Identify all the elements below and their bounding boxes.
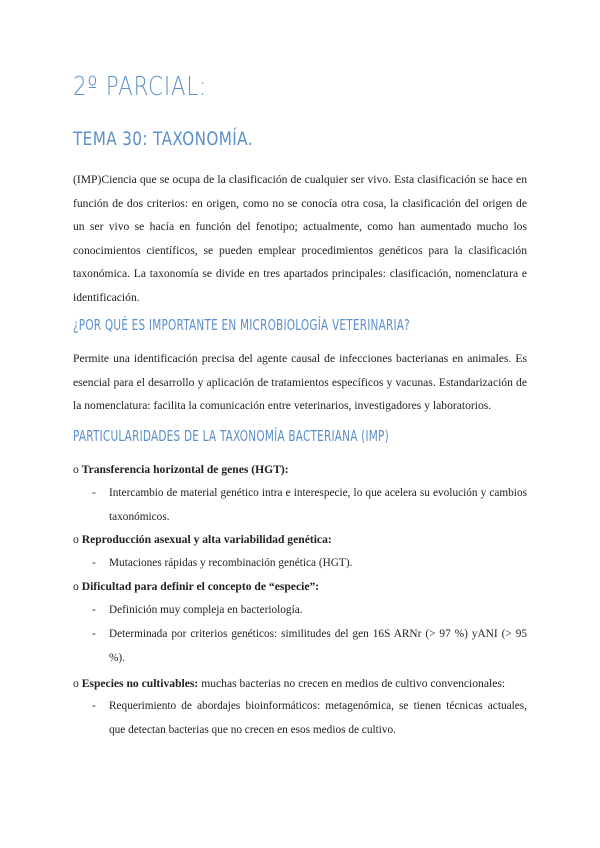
feature-title: Dificultad para definir el concepto de “especie”:	[81, 580, 320, 593]
feature-item-species	[73, 575, 533, 599]
dash-marker: -	[92, 487, 96, 499]
sub-item	[92, 599, 527, 623]
bullet-marker: o	[73, 533, 79, 546]
sub-item-text: Definición muy compleja en bacteriología.	[109, 604, 303, 616]
bullet-marker: o	[73, 580, 79, 593]
sub-item	[92, 623, 527, 670]
feature-item-hgt	[73, 458, 533, 482]
feature-item-reproduction	[73, 528, 533, 552]
dash-marker: -	[92, 557, 96, 569]
importance-paragraph: Permite una identificación precisa del agente causal de infecciones bacterianas en animales. Es esencial para el desarrollo y aplicación de tratamientos específicos y vacunas. Estandarización de la nomenclatura: facilita la comunicación entre veterinarios, investigadores y laboratorios.	[73, 352, 527, 412]
page-title: 2º PARCIAL:	[73, 72, 208, 102]
sub-item	[92, 695, 527, 742]
feature-item-uncultivable	[73, 672, 533, 696]
sub-item	[92, 482, 527, 529]
dash-marker: -	[92, 604, 96, 616]
features-heading: PARTICULARIDADES DE LA TAXONOMÍA BACTERIANA (IMP)	[73, 427, 389, 445]
feature-tail: muchas bacterias no crecen en medios de cultivo convencionales:	[198, 677, 506, 690]
sub-item-text: Mutaciones rápidas y recombinación genética (HGT).	[109, 557, 353, 569]
importance-heading: ¿POR QUÉ ES IMPORTANTE EN MICROBIOLOGÍA VETERINARIA?	[73, 316, 410, 334]
sub-item-text: Determinada por criterios genéticos: similitudes del gen 16S ARNr (> 97 %) yANI (> 95 %).	[109, 628, 527, 664]
dash-marker: -	[92, 700, 96, 712]
section-heading: TEMA 30: TAXONOMÍA.	[73, 128, 253, 150]
dash-marker: -	[92, 628, 96, 640]
sub-item-text: Intercambio de material genético intra e interespecie, lo que acelera su evolución y cambios taxonómicos.	[109, 487, 527, 523]
sub-item	[92, 552, 527, 576]
bullet-marker: o	[73, 677, 79, 690]
feature-title: Transferencia horizontal de genes (HGT):	[81, 463, 289, 476]
bullet-marker: o	[73, 463, 79, 476]
feature-title: Reproducción asexual y alta variabilidad genética:	[81, 533, 332, 546]
sub-item-text: Requerimiento de abordajes bioinformáticos: metagenómica, se tienen técnicas actuales, que detectan bacterias que no crecen en esos medios de cultivo.	[109, 700, 527, 736]
feature-title: Especies no cultivables:	[81, 677, 199, 690]
intro-paragraph: (IMP)Ciencia que se ocupa de la clasificación de cualquier ser vivo. Esta clasificación se hace en función de dos criterios: en origen, como no se conocía otra cosa, la clasificación del origen de un ser vivo se hacía en función del fenotipo; actualmente, como han aumentado mucho los conocimientos científicos, se pueden emplear procedimientos genéticos para la clasificación taxonómica. La taxonomía se divide en tres apartados principales: clasificación, nomenclatura e identificación.	[73, 173, 527, 304]
